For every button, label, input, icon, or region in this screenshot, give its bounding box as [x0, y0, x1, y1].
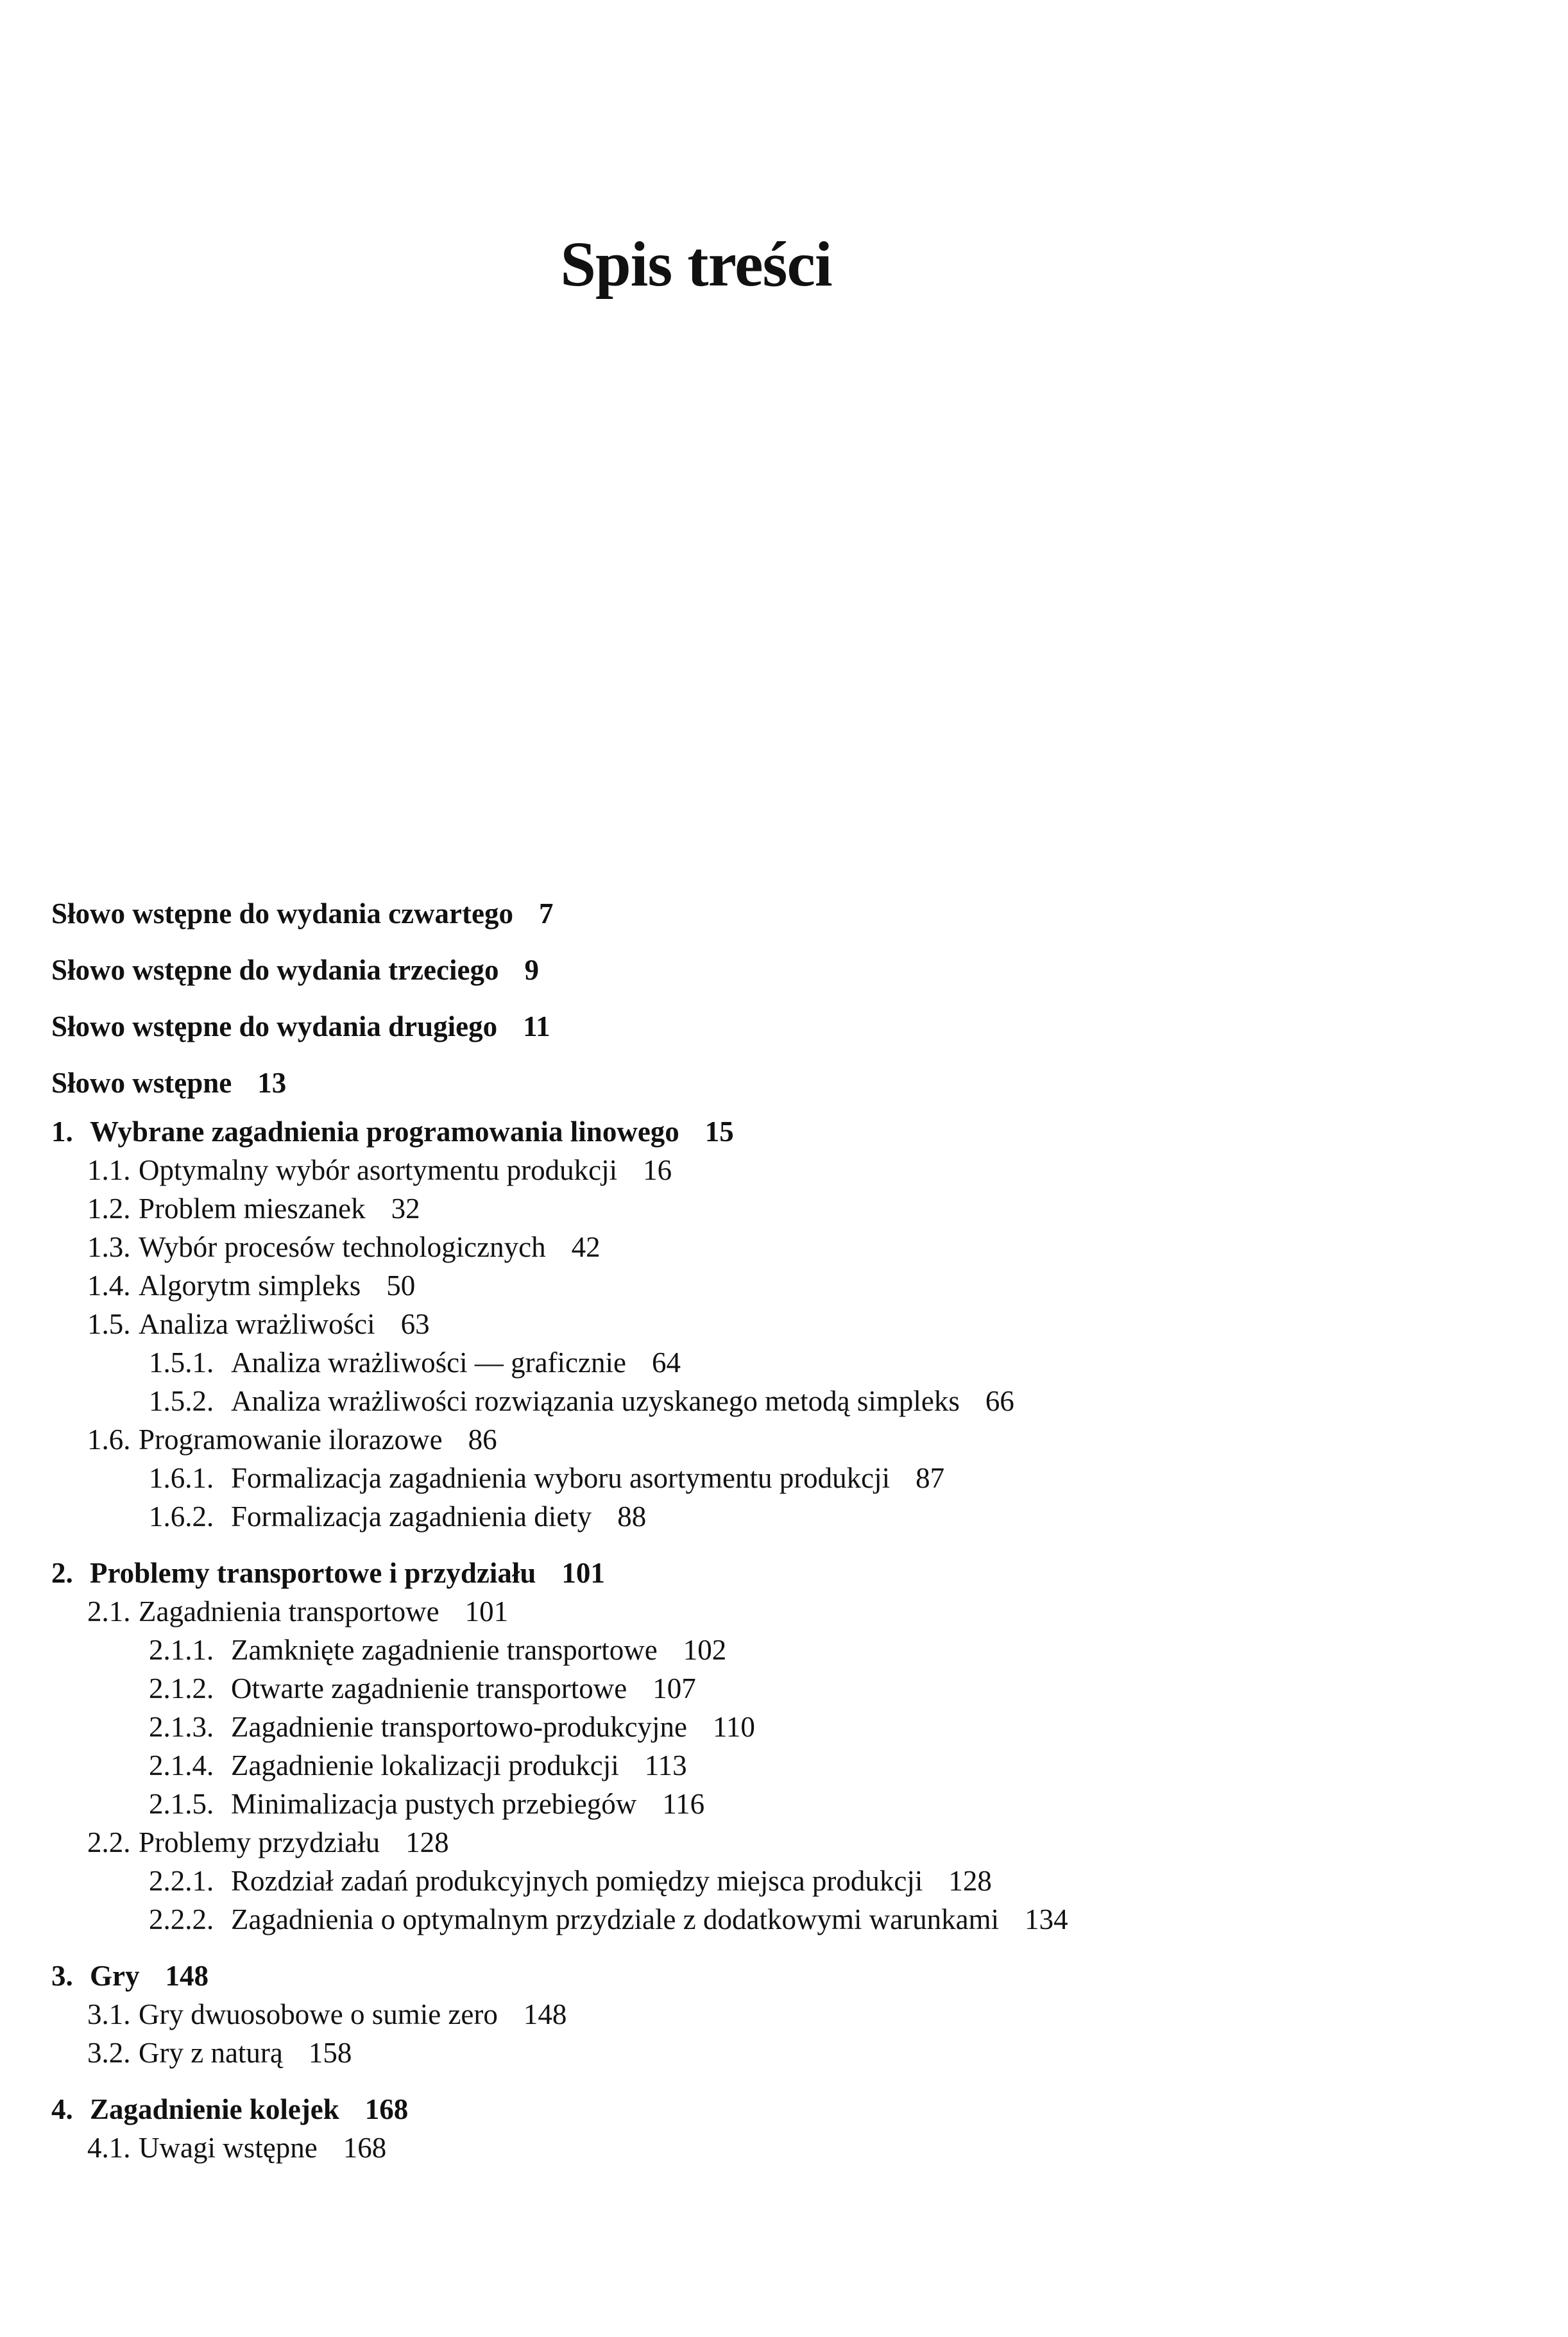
toc-entry-section[interactable] — [51, 1189, 1495, 1228]
toc-entry-number: 2.2.2. — [149, 1903, 214, 1935]
toc-entry-subsection[interactable] — [51, 1382, 1495, 1420]
toc-entry-number: 2.1.5. — [149, 1788, 214, 1820]
toc-entry-section[interactable] — [51, 1228, 1495, 1266]
toc-entry-section[interactable] — [51, 2034, 1495, 2072]
toc-entry-front-matter[interactable] — [51, 885, 1495, 942]
toc-entry-front-matter[interactable] — [51, 1055, 1495, 1111]
toc-entry-page: 116 — [662, 1788, 705, 1820]
toc-entry-page: 32 — [391, 1193, 420, 1225]
toc-entry-title: Słowo wstępne — [51, 1067, 232, 1099]
toc-entry-title: Analiza wrażliwości rozwiązania uzyskanego metodą simpleks — [231, 1385, 960, 1417]
toc-entry-subsection[interactable] — [51, 1746, 1495, 1785]
toc-entry-page: 13 — [257, 1067, 287, 1099]
toc-entry-title: Słowo wstępne do wydania drugiego — [51, 1010, 498, 1042]
toc-entry-section[interactable] — [51, 1266, 1495, 1305]
toc-entry-title: Słowo wstępne do wydania trzeciego — [51, 954, 499, 986]
toc-entry-title: Formalizacja zagadnienia wyboru asortymentu produkcji — [231, 1462, 891, 1494]
toc-entry-page: 86 — [468, 1423, 497, 1456]
toc-entry-page: 158 — [308, 2037, 352, 2069]
toc-entry-page: 11 — [523, 1010, 550, 1042]
toc-entry-title: Uwagi wstępne — [139, 2132, 318, 2164]
toc-entry-number: 2.2. — [87, 1826, 131, 1858]
page-title: Spis treści — [560, 228, 832, 300]
toc-entry-number: 2.1. — [87, 1595, 131, 1627]
toc-entry-page: 7 — [538, 897, 554, 930]
toc-entry-section[interactable] — [51, 1592, 1495, 1631]
toc-entry-number: 2.1.4. — [149, 1749, 214, 1781]
toc-entry-title: Rozdział zadań produkcyjnych pomiędzy miejsca produkcji — [231, 1865, 923, 1897]
toc-entry-page: 148 — [523, 1998, 567, 2030]
toc-entry-number: 1.6.2. — [149, 1500, 214, 1533]
toc-entry-page: 42 — [571, 1231, 601, 1263]
toc-entry-page: 50 — [386, 1270, 416, 1302]
toc-entry-subsection[interactable] — [51, 1900, 1495, 1939]
toc-entry-number: 2. — [51, 1557, 73, 1589]
toc-entry-title: Algorytm simpleks — [139, 1270, 361, 1302]
toc-entry-title: Analiza wrażliwości — graficznie — [231, 1347, 626, 1379]
toc-entry-number: 1.6. — [87, 1423, 131, 1456]
toc-entry-number: 1.4. — [87, 1270, 131, 1302]
toc-entry-page: 107 — [652, 1672, 696, 1704]
toc-entry-title: Programowanie ilorazowe — [139, 1423, 443, 1456]
toc-entry-page: 101 — [464, 1595, 509, 1627]
toc-entry-number: 2.1.2. — [149, 1672, 214, 1704]
table-of-contents — [51, 885, 1495, 2167]
toc-entry-page: 168 — [343, 2132, 387, 2164]
toc-entry-section[interactable] — [51, 1995, 1495, 2034]
toc-entry-title: Formalizacja zagadnienia diety — [231, 1500, 592, 1533]
toc-entry-number: 3.2. — [87, 2037, 131, 2069]
toc-entry-page: 64 — [651, 1347, 681, 1379]
toc-entry-title: Zagadnienie lokalizacji produkcji — [231, 1749, 619, 1781]
toc-entry-section[interactable] — [51, 1420, 1495, 1459]
toc-entry-page: 102 — [683, 1634, 727, 1666]
toc-entry-section[interactable] — [51, 1305, 1495, 1343]
toc-entry-number: 1.1. — [87, 1154, 131, 1186]
toc-entry-chapter[interactable] — [51, 1554, 1495, 1592]
toc-entry-page: 128 — [948, 1865, 992, 1897]
toc-entry-front-matter[interactable] — [51, 942, 1495, 998]
toc-entry-number: 2.1.1. — [149, 1634, 214, 1666]
toc-entry-number: 1. — [51, 1116, 73, 1148]
toc-entry-title: Gry — [90, 1960, 140, 1992]
toc-entry-title: Problemy transportowe i przydziału — [90, 1557, 536, 1589]
toc-entry-number: 4. — [51, 2093, 73, 2125]
toc-entry-chapter[interactable] — [51, 1112, 1495, 1151]
toc-entry-subsection[interactable] — [51, 1708, 1495, 1746]
toc-entry-title: Zagadnienie transportowo-produkcyjne — [231, 1711, 688, 1743]
toc-entry-subsection[interactable] — [51, 1497, 1495, 1536]
toc-entry-number: 4.1. — [87, 2132, 131, 2164]
toc-entry-page: 16 — [643, 1154, 672, 1186]
toc-entry-title: Zagadnienie kolejek — [90, 2093, 339, 2125]
toc-entry-number: 1.5.1. — [149, 1347, 214, 1379]
toc-entry-title: Otwarte zagadnienie transportowe — [231, 1672, 627, 1704]
toc-entry-section[interactable] — [51, 2129, 1495, 2167]
toc-entry-title: Wybór procesów technologicznych — [139, 1231, 546, 1263]
toc-entry-subsection[interactable] — [51, 1343, 1495, 1382]
toc-entry-number: 1.5. — [87, 1308, 131, 1340]
toc-entry-title: Problem mieszanek — [139, 1193, 366, 1225]
toc-entry-page: 113 — [644, 1749, 687, 1781]
toc-entry-section[interactable] — [51, 1151, 1495, 1189]
toc-entry-front-matter[interactable] — [51, 998, 1495, 1055]
toc-entry-subsection[interactable] — [51, 1459, 1495, 1497]
toc-entry-chapter[interactable] — [51, 1957, 1495, 1995]
toc-entry-page: 168 — [364, 2093, 409, 2125]
toc-entry-number: 1.6.1. — [149, 1462, 214, 1494]
toc-entry-subsection[interactable] — [51, 1785, 1495, 1823]
toc-entry-subsection[interactable] — [51, 1669, 1495, 1708]
toc-entry-number: 1.3. — [87, 1231, 131, 1263]
toc-entry-chapter[interactable] — [51, 2090, 1495, 2129]
toc-entry-page: 134 — [1025, 1903, 1068, 1935]
toc-entry-title: Wybrane zagadnienia programowania linowego — [90, 1116, 679, 1148]
toc-entry-title: Optymalny wybór asortymentu produkcji — [139, 1154, 618, 1186]
toc-entry-number: 3.1. — [87, 1998, 131, 2030]
toc-entry-number: 1.2. — [87, 1193, 131, 1225]
toc-entry-title: Zagadnienia transportowe — [139, 1595, 439, 1627]
toc-entry-page: 88 — [617, 1500, 647, 1533]
toc-entry-title: Słowo wstępne do wydania czwartego — [51, 897, 513, 930]
toc-entry-page: 63 — [400, 1308, 430, 1340]
toc-entry-number: 1.5.2. — [149, 1385, 214, 1417]
toc-entry-number: 3. — [51, 1960, 73, 1992]
toc-entry-title: Zamknięte zagadnienie transportowe — [231, 1634, 658, 1666]
toc-entry-title: Analiza wrażliwości — [139, 1308, 375, 1340]
toc-entry-section[interactable] — [51, 1823, 1495, 1862]
toc-entry-number: 2.2.1. — [149, 1865, 214, 1897]
toc-entry-subsection[interactable] — [51, 1631, 1495, 1669]
toc-entry-page: 9 — [524, 954, 539, 986]
toc-entry-title: Gry dwuosobowe o sumie zero — [139, 1998, 498, 2030]
toc-entry-page: 148 — [165, 1960, 209, 1992]
toc-entry-page: 15 — [704, 1116, 734, 1148]
toc-entry-title: Gry z naturą — [139, 2037, 283, 2069]
toc-entry-page: 101 — [561, 1557, 605, 1589]
toc-entry-subsection[interactable] — [51, 1862, 1495, 1900]
toc-entry-page: 128 — [405, 1826, 449, 1858]
toc-entry-page: 87 — [916, 1462, 945, 1494]
toc-entry-number: 2.1.3. — [149, 1711, 214, 1743]
toc-entry-title: Minimalizacja pustych przebiegów — [231, 1788, 637, 1820]
toc-entry-title: Zagadnienia o optymalnym przydziale z dodatkowymi warunkami — [231, 1903, 1000, 1935]
toc-entry-page: 110 — [713, 1711, 755, 1743]
toc-entry-page: 66 — [985, 1385, 1014, 1417]
toc-entry-title: Problemy przydziału — [139, 1826, 380, 1858]
